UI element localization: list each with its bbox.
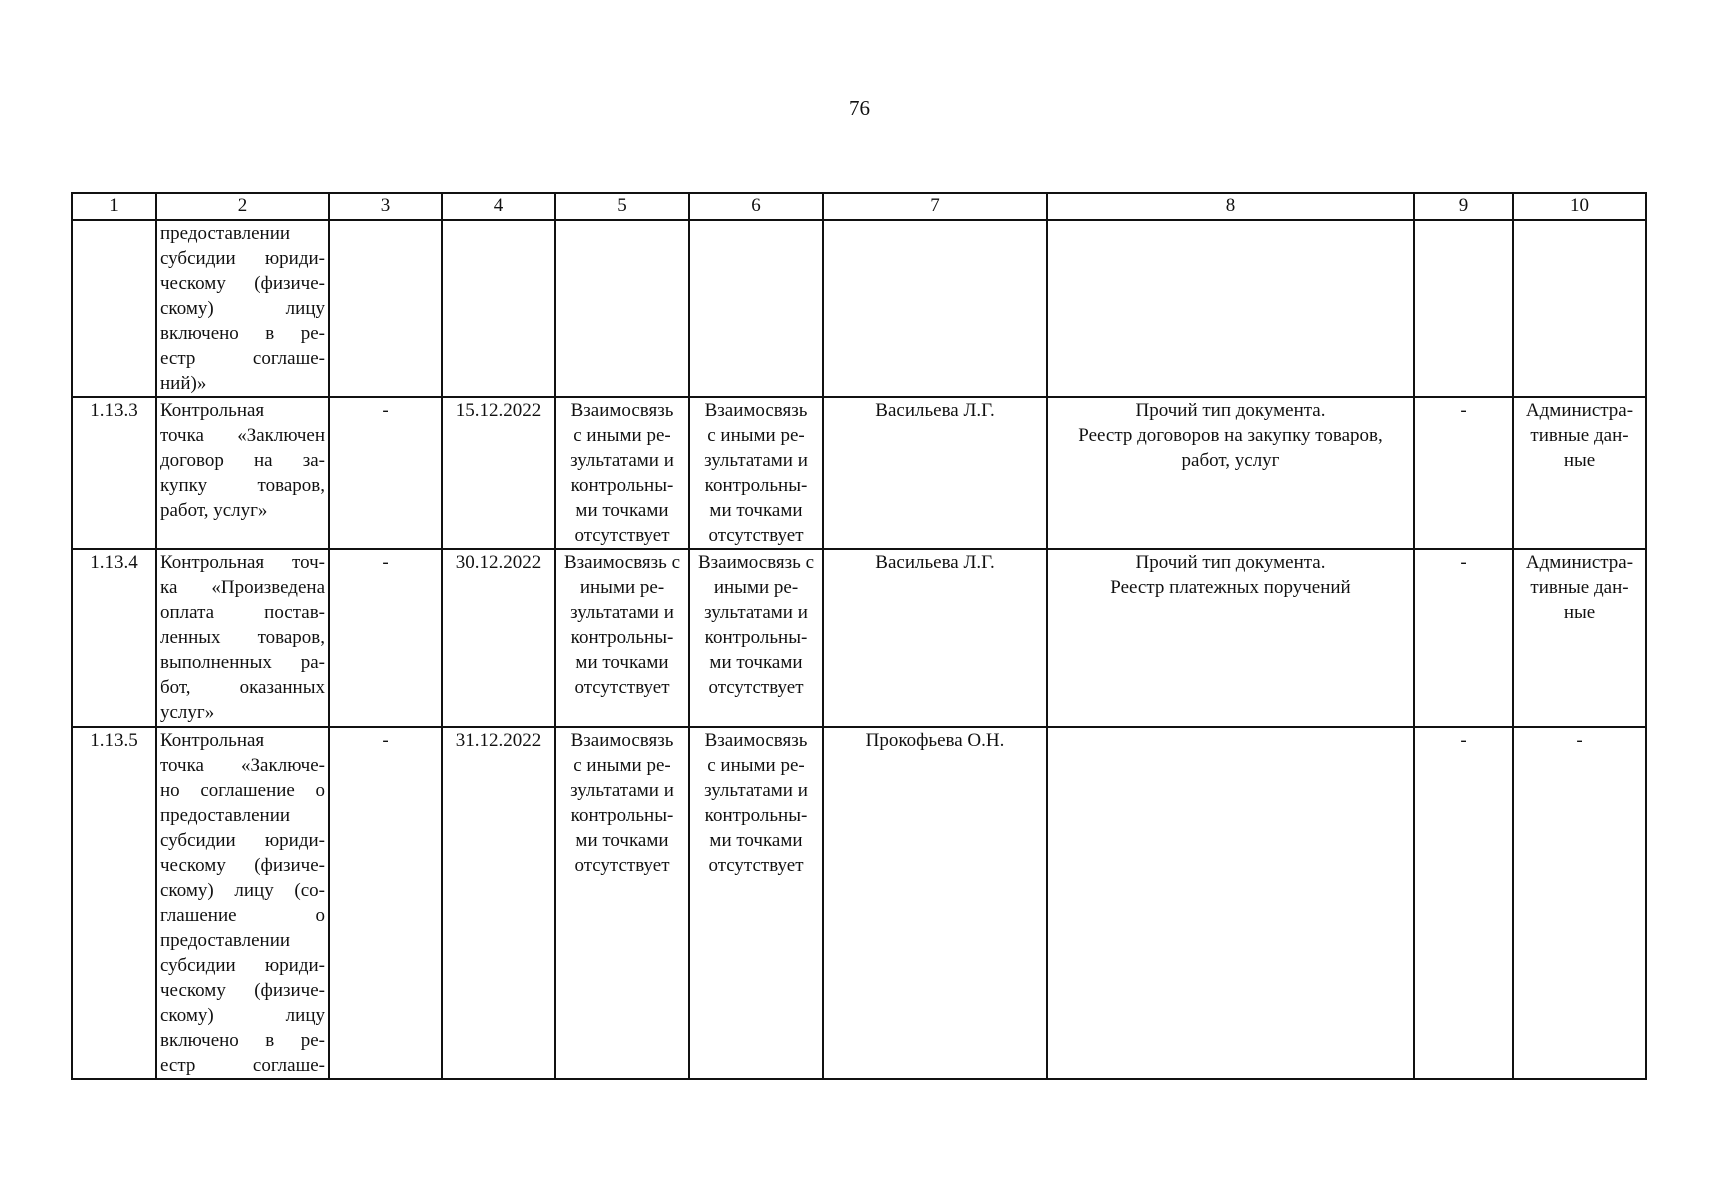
relation-cell xyxy=(555,220,689,397)
table-row xyxy=(72,397,1646,549)
cell-line: Администра- xyxy=(1525,400,1634,421)
document-type-cell xyxy=(1047,727,1414,1079)
row-number-cell xyxy=(72,549,156,727)
column-9-cell xyxy=(1414,549,1513,727)
column-9-cell xyxy=(1414,220,1513,397)
data-source-cell xyxy=(1513,727,1646,1079)
cell-line: субсидии юриди- xyxy=(160,248,325,269)
table-row xyxy=(72,220,1646,397)
cell-text: Васильева Л.Г. xyxy=(875,400,995,421)
document-type-cell xyxy=(1047,220,1414,397)
data-source-cell xyxy=(1513,220,1646,397)
cell-line: Прочий тип документа. xyxy=(1135,400,1326,421)
control-point-name-cell xyxy=(156,549,329,727)
column-header: 3 xyxy=(329,193,442,220)
cell-line: тивные дан- xyxy=(1530,425,1629,446)
table-row xyxy=(72,549,1646,727)
column-header: 2 xyxy=(156,193,329,220)
date-cell xyxy=(442,220,555,397)
cell-line: ка «Произведена xyxy=(160,577,325,598)
row-number-cell xyxy=(72,727,156,1079)
column-header: 7 xyxy=(823,193,1047,220)
data-source-cell xyxy=(1513,549,1646,727)
cell-line: ческому (физиче- xyxy=(160,980,325,1001)
cell-line: зультатами и xyxy=(570,780,674,801)
cell-line: скому) лицу (со- xyxy=(160,880,325,901)
control-points-table xyxy=(71,192,1647,1080)
cell-line: контрольны- xyxy=(704,627,808,648)
document-type-cell xyxy=(1047,397,1414,549)
cell-line: Взаимосвязь с xyxy=(563,552,681,573)
column-header: 9 xyxy=(1414,193,1513,220)
relation-cell xyxy=(555,549,689,727)
cell-line: включено в ре- xyxy=(160,323,325,344)
date-cell xyxy=(442,397,555,549)
responsible-cell xyxy=(823,549,1047,727)
relation-cell xyxy=(689,220,823,397)
column-3-cell xyxy=(329,397,442,549)
column-header: 1 xyxy=(72,193,156,220)
cell-line: субсидии юриди- xyxy=(160,830,325,851)
cell-line: предоставлении xyxy=(160,805,291,826)
cell-text: 1.13.3 xyxy=(90,400,138,421)
cell-line: ми точками xyxy=(575,652,669,673)
column-3-cell xyxy=(329,727,442,1079)
cell-line: Реестр платежных поручений xyxy=(1110,577,1351,598)
cell-text: Прокофьева О.Н. xyxy=(865,730,1005,751)
cell-line: Взаимосвязь с xyxy=(697,552,815,573)
cell-text: - xyxy=(382,400,389,421)
cell-line: скому) лицу xyxy=(160,1005,325,1026)
row-number-cell xyxy=(72,220,156,397)
cell-line: ми точками xyxy=(575,500,669,521)
cell-line: контрольны- xyxy=(570,805,674,826)
cell-line: отсутствует xyxy=(574,855,670,876)
cell-line: ми точками xyxy=(709,500,803,521)
cell-line: Реестр договоров на закупку товаров, xyxy=(1078,425,1383,446)
cell-line: иными ре- xyxy=(713,577,799,598)
cell-line: ческому (физиче- xyxy=(160,855,325,876)
column-header: 4 xyxy=(442,193,555,220)
cell-line: отсутствует xyxy=(574,677,670,698)
cell-text: 15.12.2022 xyxy=(455,400,542,421)
cell-line: тивные дан- xyxy=(1530,577,1629,598)
row-number-cell xyxy=(72,397,156,549)
cell-line: зультатами и xyxy=(570,602,674,623)
cell-line: скому) лицу xyxy=(160,298,325,319)
relation-cell xyxy=(689,727,823,1079)
column-3-cell xyxy=(329,220,442,397)
cell-line: точка «Заключен xyxy=(160,425,325,446)
date-cell xyxy=(442,549,555,727)
cell-line: Взаимосвязь xyxy=(570,730,674,751)
cell-line: контрольны- xyxy=(570,475,674,496)
cell-line: включено в ре- xyxy=(160,1030,325,1051)
cell-line: ческому (физиче- xyxy=(160,273,325,294)
cell-line: отсутствует xyxy=(574,525,670,546)
cell-line: бот, оказанных xyxy=(160,677,325,698)
cell-line: Администра- xyxy=(1525,552,1634,573)
table-header-row xyxy=(72,193,1646,220)
cell-line: предоставлении xyxy=(160,223,291,244)
cell-line: Взаимосвязь xyxy=(570,400,674,421)
cell-line: работ, услуг» xyxy=(160,500,268,521)
responsible-cell xyxy=(823,220,1047,397)
column-header: 6 xyxy=(689,193,823,220)
cell-text: 1.13.4 xyxy=(90,552,138,573)
cell-line: Контрольная точ- xyxy=(160,552,325,573)
column-header: 8 xyxy=(1047,193,1414,220)
responsible-cell xyxy=(823,727,1047,1079)
cell-text: 30.12.2022 xyxy=(455,552,542,573)
cell-line: предоставлении xyxy=(160,930,291,951)
control-point-name-cell xyxy=(156,727,329,1079)
table-row xyxy=(72,727,1646,1079)
cell-line: ми точками xyxy=(575,830,669,851)
date-cell xyxy=(442,727,555,1079)
cell-line: ми точками xyxy=(709,652,803,673)
column-3-cell xyxy=(329,549,442,727)
cell-line: субсидии юриди- xyxy=(160,955,325,976)
cell-line: отсутствует xyxy=(708,677,804,698)
cell-line: отсутствует xyxy=(708,525,804,546)
cell-line: Взаимосвязь xyxy=(704,730,808,751)
cell-text: - xyxy=(382,730,389,751)
cell-line: но соглашение о xyxy=(160,780,325,801)
cell-line: зультатами и xyxy=(704,450,808,471)
cell-line: - xyxy=(1576,730,1583,751)
cell-text: - xyxy=(1460,730,1467,751)
relation-cell xyxy=(555,397,689,549)
cell-line: иными ре- xyxy=(579,577,665,598)
cell-text: 31.12.2022 xyxy=(455,730,542,751)
cell-line: работ, услуг xyxy=(1181,450,1280,471)
cell-text: - xyxy=(1460,552,1467,573)
cell-line: услуг» xyxy=(160,702,215,723)
cell-line: ные xyxy=(1563,602,1596,623)
cell-line: точка «Заключе- xyxy=(160,755,325,776)
column-9-cell xyxy=(1414,397,1513,549)
cell-line: глашение о xyxy=(160,905,325,926)
cell-text: - xyxy=(382,552,389,573)
cell-line: Контрольная xyxy=(160,400,265,421)
cell-line: контрольны- xyxy=(570,627,674,648)
cell-line: с иными ре- xyxy=(707,755,805,776)
control-point-name-cell xyxy=(156,220,329,397)
cell-line: контрольны- xyxy=(704,805,808,826)
cell-line: естр соглаше- xyxy=(160,1055,325,1076)
cell-line: купку товаров, xyxy=(160,475,325,496)
column-header: 10 xyxy=(1513,193,1646,220)
cell-line: ми точками xyxy=(709,830,803,851)
cell-text: - xyxy=(1460,400,1467,421)
cell-line: с иными ре- xyxy=(707,425,805,446)
responsible-cell xyxy=(823,397,1047,549)
cell-text: 1.13.5 xyxy=(90,730,138,751)
cell-line: Взаимосвязь xyxy=(704,400,808,421)
cell-line: контрольны- xyxy=(704,475,808,496)
cell-line: отсутствует xyxy=(708,855,804,876)
relation-cell xyxy=(689,549,823,727)
cell-line: зультатами и xyxy=(704,780,808,801)
document-type-cell xyxy=(1047,549,1414,727)
cell-line: оплата постав- xyxy=(160,602,325,623)
cell-line: естр соглаше- xyxy=(160,348,325,369)
cell-line: договор на за- xyxy=(160,450,325,471)
column-9-cell xyxy=(1414,727,1513,1079)
cell-line: с иными ре- xyxy=(573,425,671,446)
cell-line: ные xyxy=(1563,450,1596,471)
column-header: 5 xyxy=(555,193,689,220)
cell-line: с иными ре- xyxy=(573,755,671,776)
cell-text: Васильева Л.Г. xyxy=(875,552,995,573)
page-number: 76 xyxy=(849,96,870,120)
cell-line: Контрольная xyxy=(160,730,265,751)
cell-line: зультатами и xyxy=(704,602,808,623)
control-point-name-cell xyxy=(156,397,329,549)
cell-line: выполненных ра- xyxy=(160,652,325,673)
relation-cell xyxy=(555,727,689,1079)
cell-line: ний)» xyxy=(160,373,207,394)
cell-line: ленных товаров, xyxy=(160,627,325,648)
relation-cell xyxy=(689,397,823,549)
cell-line: зультатами и xyxy=(570,450,674,471)
cell-line: Прочий тип документа. xyxy=(1135,552,1326,573)
data-source-cell xyxy=(1513,397,1646,549)
